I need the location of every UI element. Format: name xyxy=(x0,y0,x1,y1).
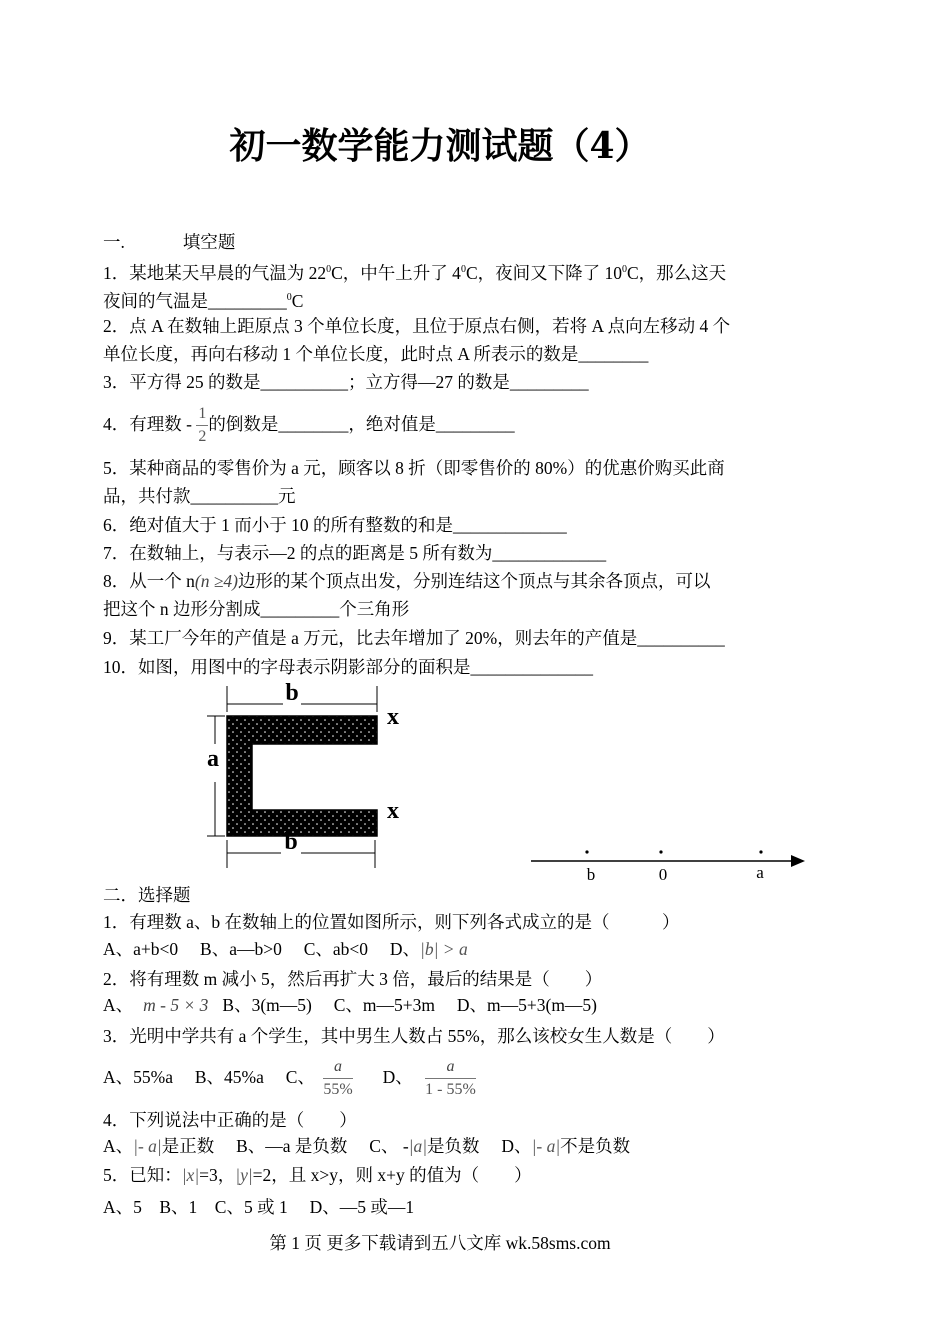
q4-fraction xyxy=(196,403,208,448)
q8-line2: 把这个 n 边形分割成_________个三角形 xyxy=(103,599,410,619)
q5-line1: 5．某种商品的零售价为 a 元，顾客以 8 折（即零售价的 80%）的优惠价购买此商 xyxy=(103,458,725,478)
s2-q4-option-c-expr: |a| xyxy=(408,1136,428,1156)
q1-text-c: C，夜间又下降了 10 xyxy=(465,262,622,283)
s2-q1-options xyxy=(103,937,468,961)
s2-q3-d-denominator: 1 - 55% xyxy=(425,1081,476,1099)
shaded-c-shape xyxy=(227,716,377,836)
q1-sup-4: 0 xyxy=(286,292,292,303)
q6-line: 6．绝对值大于 1 而小于 10 的所有整数的和是_____________ xyxy=(103,515,567,535)
section1-heading xyxy=(103,230,235,254)
q8-line1 xyxy=(103,569,711,593)
page-title: 初一数学能力测试题（4） xyxy=(229,125,651,167)
number-line xyxy=(525,840,815,890)
label-x-bottom: x xyxy=(387,798,399,824)
s2-q3-c-denominator: 55% xyxy=(323,1081,353,1099)
q2-line2: 单位长度，再向右移动 1 个单位长度，此时点 A 所表示的数是________ xyxy=(103,344,649,364)
q1-unit: C xyxy=(291,290,304,311)
q1-sup-1: 0 xyxy=(326,264,332,275)
label-x-top: x xyxy=(387,704,399,730)
s2-q5-line xyxy=(103,1163,532,1187)
s2-q3-option-d-label: D、 xyxy=(382,1067,413,1087)
q10-figure xyxy=(195,678,425,873)
q4-fraction-denominator: 2 xyxy=(198,428,207,446)
s2-q5-abs-x: |x| xyxy=(181,1165,200,1185)
q1-line2 xyxy=(103,286,303,313)
q7-line: 7．在数轴上，与表示—2 的点的距离是 5 所有数为_____________ xyxy=(103,543,607,563)
section2-heading: 二．选择题 xyxy=(103,885,191,905)
s2-q4-option-a-expr: |- a| xyxy=(133,1136,162,1156)
s2-q3-line: 3．光明中学共有 a 个学生，其中男生人数占 55%，那么该校女生人数是（ ） xyxy=(103,1026,725,1046)
s2-q3-option-c-fraction xyxy=(323,1056,352,1101)
point-0 xyxy=(659,850,662,853)
s2-q1-line: 1．有理数 a、b 在数轴上的位置如图所示，则下列各式成立的是（ ） xyxy=(103,912,680,932)
q8-condition: (n ≥4) xyxy=(194,571,239,591)
q1-line1 xyxy=(103,258,726,285)
point-a xyxy=(759,850,762,853)
q1-text-b: C，中午上升了 4 xyxy=(331,262,461,283)
label-a: a xyxy=(207,746,219,772)
s2-q5-text-a: 5．已知： xyxy=(103,1165,182,1185)
s2-q4-option-a-label: A、 xyxy=(103,1136,134,1156)
q1-blank-text: 夜间的气温是_________ xyxy=(103,290,287,311)
s2-q4-options-end: 不是负数 xyxy=(560,1136,631,1156)
s2-q3-d-numerator: a xyxy=(425,1056,476,1079)
q9-line: 9．某工厂今年的产值是 a 万元，比去年增加了 20%，则去年的产值是__________ xyxy=(103,628,725,648)
number-line-arrow xyxy=(791,855,805,867)
s2-q2-options xyxy=(103,993,597,1017)
q4-text-b: 的倒数是________，绝对值是_________ xyxy=(208,414,515,434)
section1-heading-number: 一. xyxy=(103,232,125,252)
q10-line: 10．如图，用图中的字母表示阴影部分的面积是______________ xyxy=(103,657,593,677)
s2-q5-options: A、5 B、1 C、5 或 1 D、—5 或—1 xyxy=(103,1197,415,1217)
q1-sup-2: 0 xyxy=(460,264,466,275)
q4-text-a: 4．有理数 - xyxy=(103,414,192,434)
s2-q1-option-d-expr: |b| > a xyxy=(420,939,468,959)
number-line-label-0: 0 xyxy=(658,865,668,884)
s2-q3-c-numerator: a xyxy=(323,1056,352,1079)
s2-q2-options-rest: B、3(m—5) C、m—5+3m D、m—5+3(m—5) xyxy=(222,995,598,1015)
q1-sup-3: 0 xyxy=(621,264,627,275)
s2-q5-text-c: =2，且 x>y，则 x+y 的值为（ ） xyxy=(252,1165,532,1185)
s2-q5-abs-y: |y| xyxy=(235,1165,253,1185)
s2-q4-option-d-expr: |- a| xyxy=(531,1136,561,1156)
section1-heading-text: 填空题 xyxy=(182,232,236,252)
q2-line1: 2．点 A 在数轴上距原点 3 个单位长度，且位于原点右侧，若将 A 点向左移动 4 个 xyxy=(103,316,731,336)
s2-q2-line: 2．将有理数 m 减小 5，然后再扩大 3 倍，最后的结果是（ ） xyxy=(103,969,603,989)
q8-text-a: 8．从一个 n xyxy=(103,571,195,591)
s2-q3-options-ab: A、55%a B、45%a C、 xyxy=(103,1067,315,1087)
q4-line xyxy=(103,398,515,450)
label-b-top: b xyxy=(285,680,299,706)
s2-q1-options-text: A、a+b<0 B、a—b>0 C、ab<0 D、 xyxy=(103,939,421,959)
s2-q2-option-a-label: A、 xyxy=(103,995,134,1015)
s2-q4-line: 4．下列说法中正确的是（ ） xyxy=(103,1110,357,1130)
q1-text-d: C，那么这天 xyxy=(626,262,727,283)
point-b xyxy=(585,850,588,853)
q3-line: 3．平方得 25 的数是__________；立方得—27 的数是_________ xyxy=(103,372,589,392)
q5-line2: 品，共付款__________元 xyxy=(103,486,296,506)
q8-text-b: 边形的某个顶点出发，分别连结这个顶点与其余各顶点，可以 xyxy=(238,571,711,591)
s2-q4-options-mid: 是正数 B、—a 是负数 C、 - xyxy=(161,1136,409,1156)
q4-fraction-numerator: 1 xyxy=(196,403,208,426)
s2-q5-text-b: =3， xyxy=(199,1165,236,1185)
label-b-bottom: b xyxy=(284,829,298,855)
page-footer: 第 1 页 更多下载请到五八文库 wk.58sms.com xyxy=(269,1233,611,1253)
s2-q3-option-d-fraction xyxy=(425,1056,476,1101)
s2-q4-options-mid2: 是负数 D、 xyxy=(427,1136,532,1156)
number-line-label-b: b xyxy=(586,865,596,884)
s2-q3-options xyxy=(103,1052,476,1102)
q1-text-a: 1．某地某天早晨的气温为 22 xyxy=(103,262,327,283)
s2-q2-option-a-expr: m - 5 × 3 xyxy=(143,995,209,1015)
s2-q4-options xyxy=(103,1134,630,1158)
number-line-label-a: a xyxy=(756,863,764,882)
